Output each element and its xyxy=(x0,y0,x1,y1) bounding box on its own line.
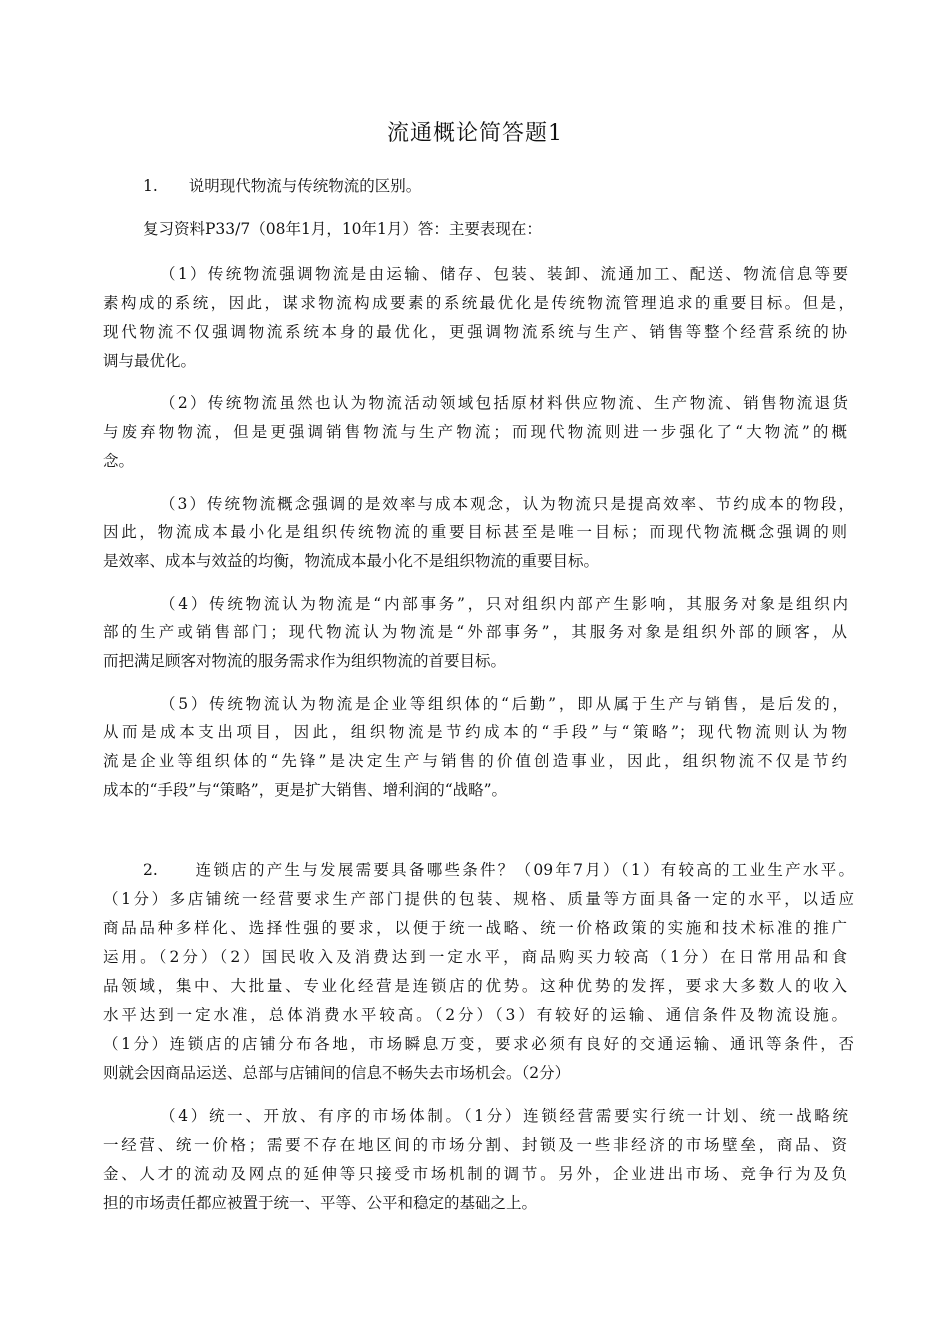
q1-p2-line: 与废弃物物流，但是更强调销售物流与生产物流；而现代物流则进一步强化了“大物流”的概 xyxy=(103,423,847,441)
q1-p1-line: 调与最优化。 xyxy=(103,352,197,370)
q2-p2-line: 金、人才的流动及网点的延伸等只接受市场机制的调节。另外，企业进出市场、竞争行为及负 xyxy=(103,1165,847,1183)
q2-p1-line: 运用。（2分）（2）国民收入及消费达到一定水平，商品购买力较高（1分）在日常用品和食 xyxy=(103,948,847,966)
document-title: 流通概论简答题1 xyxy=(387,121,563,146)
q2-p2-line: （4）统一、开放、有序的市场体制。（1分）连锁经营需要实行统一计划、统一战略统 xyxy=(160,1107,848,1125)
q2-p1-line: 2. 连锁店的产生与发展需要具备哪些条件？（09年7月）（1）有较高的工业生产水平。 xyxy=(143,861,854,879)
q1-p1-line: （1）传统物流强调物流是由运输、储存、包装、装卸、流通加工、配送、物流信息等要 xyxy=(160,265,848,283)
q1-p2-line: 念。 xyxy=(103,452,135,470)
q1-p2-line: （2）传统物流虽然也认为物流活动领域包括原材料供应物流、生产物流、销售物流退货 xyxy=(160,394,848,412)
question-1-heading: 1. 说明现代物流与传统物流的区别。 xyxy=(143,177,422,195)
q1-p3-line: 是效率、成本与效益的均衡，物流成本最小化不是组织物流的重要目标。 xyxy=(103,552,600,570)
q2-p1-line: （1分）多店铺统一经营要求生产部门提供的包装、规格、质量等方面具备一定的水平，以适应 xyxy=(103,890,854,908)
q1-p4-line: 而把满足顾客对物流的服务需求作为组织物流的首要目标。 xyxy=(103,652,507,670)
q2-p1-line: 品领域，集中、大批量、专业化经营是连锁店的优势。这种优势的发挥，要求大多数人的收入 xyxy=(103,977,847,995)
q2-p1-line: 商品品种多样化、选择性强的要求，以便于统一战略、统一价格政策的实施和技术标准的推广 xyxy=(103,919,847,937)
q2-p2-line: 一经营、统一价格；需要不存在地区间的市场分割、封锁及一些非经济的市场壁垒，商品、资 xyxy=(103,1136,847,1154)
q2-p1-line: 则就会因商品运送、总部与店铺间的信息不畅失去市场机会。（2分） xyxy=(103,1064,571,1082)
q1-p3-line: 因此，物流成本最小化是组织传统物流的重要目标甚至是唯一目标；而现代物流概念强调的则 xyxy=(103,523,847,541)
q1-p5-line: 从而是成本支出项目，因此，组织物流是节约成本的“手段”与“策略”；现代物流则认为物 xyxy=(103,723,847,741)
q1-p4-line: （4）传统物流认为物流是“内部事务”，只对组织内部产生影响，其服务对象是组织内 xyxy=(160,595,848,613)
q2-p2-line: 担的市场责任都应被置于统一、平等、公平和稳定的基础之上。 xyxy=(103,1194,538,1212)
q1-p5-line: 成本的“手段”与“策略”，更是扩大销售、增利润的“战略”。 xyxy=(103,781,508,799)
q1-p3-line: （3）传统物流概念强调的是效率与成本观念，认为物流只是提高效率、节约成本的物段， xyxy=(160,495,854,513)
q2-p1-line: 水平达到一定水准，总体消费水平较高。（2分）（3）有较好的运输、通信条件及物流设施。 xyxy=(103,1006,847,1024)
q1-p1-line: 现代物流不仅强调物流系统本身的最优化，更强调物流系统与生产、销售等整个经营系统的协 xyxy=(103,323,847,341)
q1-p1-line: 素构成的系统，因此，谋求物流构成要素的系统最优化是传统物流管理追求的重要目标。但是， xyxy=(103,294,854,312)
q1-p5-line: （5）传统物流认为物流是企业等组织体的“后勤”，即从属于生产与销售，是后发的， xyxy=(160,695,848,713)
q1-p4-line: 部的生产或销售部门；现代物流认为物流是“外部事务”，其服务对象是组织外部的顾客，从 xyxy=(103,623,847,641)
q2-p1-line: （1分）连锁店的店铺分布各地，市场瞬息万变，要求必须有良好的交通运输、通讯等条件，否 xyxy=(103,1035,854,1053)
question-1-source: 复习资料P33/7（08年1月，10年1月）答：主要表现在： xyxy=(143,220,542,238)
q1-p5-line: 流是企业等组织体的“先锋”是决定生产与销售的价值创造事业，因此，组织物流不仅是节约 xyxy=(103,752,847,770)
